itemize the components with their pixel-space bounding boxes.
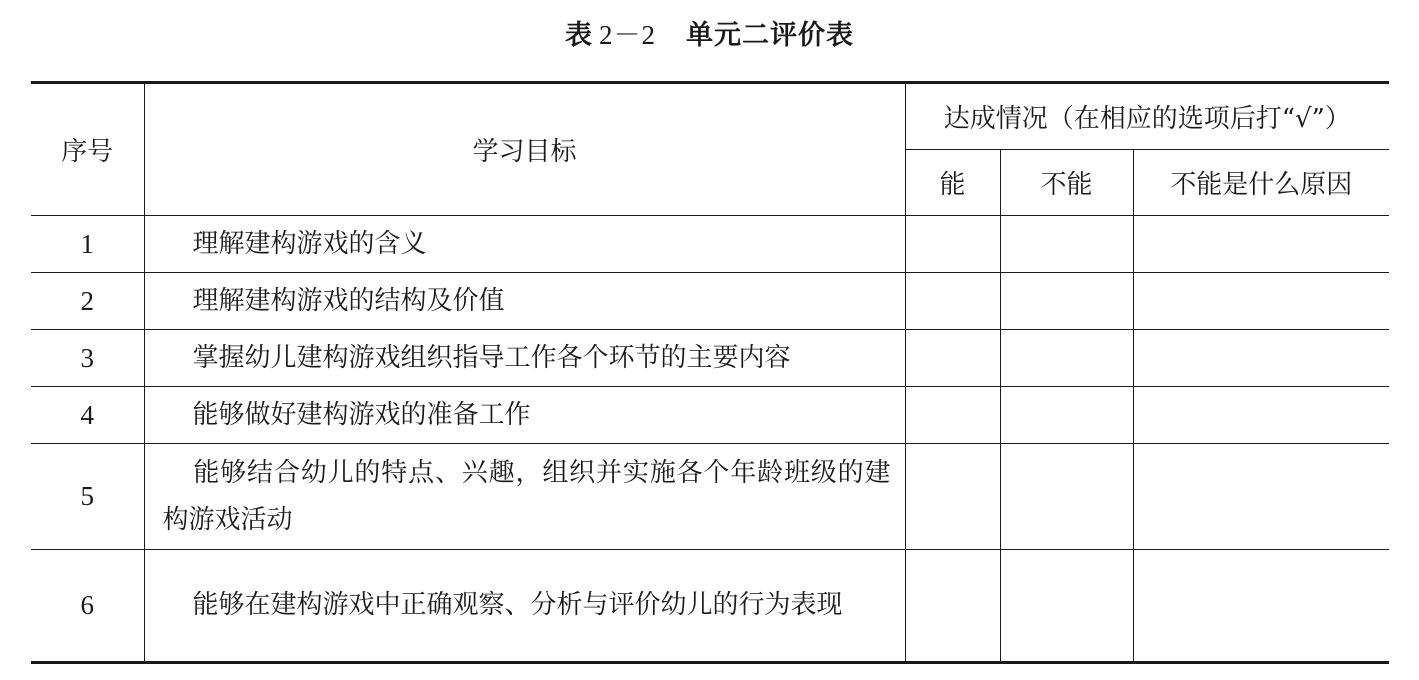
row-goal: [144, 444, 905, 550]
header-achievement: 达成情况（在相应的选项后打“√”）: [905, 83, 1389, 150]
check-cannot-cell[interactable]: [1000, 273, 1133, 330]
reason-cell[interactable]: [1133, 273, 1389, 330]
table-row: [31, 387, 1389, 444]
table-row: [31, 273, 1389, 330]
header-seq: 序号: [31, 83, 144, 216]
reason-cell[interactable]: [1133, 444, 1389, 550]
header-cannot: 不能: [1000, 150, 1133, 216]
reason-cell[interactable]: [1133, 216, 1389, 273]
row-goal: [144, 330, 905, 387]
row-goal-text: 能够做好建构游戏的准备工作: [192, 399, 531, 430]
check-can-cell[interactable]: [905, 444, 1000, 550]
check-cannot-cell[interactable]: [1000, 550, 1133, 663]
row-goal: [144, 216, 905, 273]
title-name: 单元二评价表: [686, 20, 854, 51]
check-can-cell[interactable]: [905, 216, 1000, 273]
check-cannot-cell[interactable]: [1000, 216, 1133, 273]
row-goal-text: 理解建构游戏的结构及价值: [192, 285, 505, 316]
check-cannot-cell[interactable]: [1000, 444, 1133, 550]
row-goal-text: 理解建构游戏的含义: [192, 228, 427, 259]
row-seq: 1: [31, 216, 144, 273]
evaluation-table: [31, 81, 1389, 664]
check-can-cell[interactable]: [905, 550, 1000, 663]
table-row: [31, 330, 1389, 387]
row-seq: 6: [31, 550, 144, 663]
table-row: [31, 550, 1389, 663]
check-can-cell[interactable]: [905, 273, 1000, 330]
header-reason: 不能是什么原因: [1133, 150, 1389, 216]
row-goal: [144, 273, 905, 330]
title-prefix: 表: [565, 20, 593, 51]
check-cannot-cell[interactable]: [1000, 387, 1133, 444]
row-goal-text: 能够在建构游戏中正确观察、分析与评价幼儿的行为表现: [192, 590, 843, 620]
check-cannot-cell[interactable]: [1000, 330, 1133, 387]
header-can: 能: [905, 150, 1000, 216]
row-seq: 3: [31, 330, 144, 387]
row-seq: 4: [31, 387, 144, 444]
check-can-cell[interactable]: [905, 387, 1000, 444]
check-can-cell[interactable]: [905, 330, 1000, 387]
row-seq: 5: [31, 444, 144, 550]
table-row: [31, 444, 1389, 550]
table-row: [31, 216, 1389, 273]
row-goal-text: 能够结合幼儿的特点、兴趣，组织并实施各个年龄班级的建构游戏活动: [162, 457, 891, 535]
row-goal-text: 掌握幼儿建构游戏组织指导工作各个环节的主要内容: [192, 342, 791, 373]
row-seq: 2: [31, 273, 144, 330]
table-title: [0, 17, 1419, 54]
row-goal: [144, 387, 905, 444]
title-number: 2－2: [599, 20, 656, 50]
header-goal: 学习目标: [144, 83, 905, 216]
reason-cell[interactable]: [1133, 550, 1389, 663]
reason-cell[interactable]: [1133, 330, 1389, 387]
row-goal: [144, 550, 905, 663]
reason-cell[interactable]: [1133, 387, 1389, 444]
